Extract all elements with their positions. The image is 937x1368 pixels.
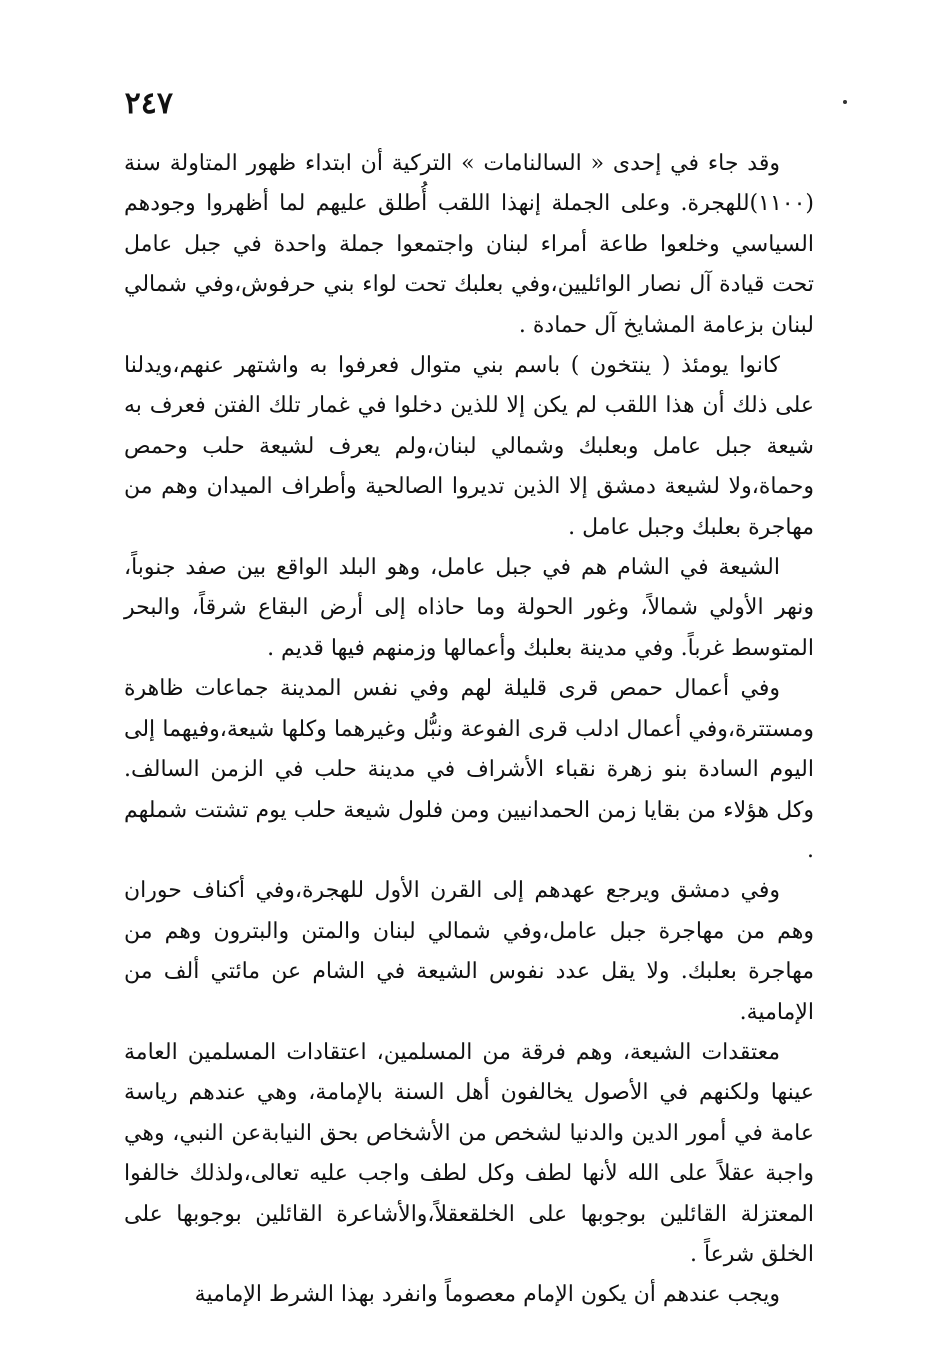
body-text xyxy=(124,144,814,1316)
paragraph-mutawala-origin: وقد جاء في إحدى « السالنامات » التركية أن ابتداء ظهور المتاولة سنة (١١٠٠)للهجرة. وعلى الجملة إنهذا اللقب أُطلق عليهم لما أظهروا وجودهم السياسي وخلعوا طاعة أمراء لبنان واجتمعوا جملة واحدة في جبل عامل تحت قيادة آل نصار الوائليين،وفي بعلبك تحت لواء بني حرفوش،وفي شمالي لبنان بزعامة المشايخ آل حمادة . xyxy=(124,151,814,338)
paragraph-shia-in-sham: الشيعة في الشام هم في جبل عامل، وهو البلد الواقع بين صفد جنوباً، ونهر الأولي شمالاً، وغور الحولة وما حاذاه إلى أرض البقاع شرقاً، والبحر المتوسط غرباً. وفي مدينة بعلبك وأعمالها وزمنهم فيها قديم . xyxy=(124,555,814,661)
paragraph-damascus: وفي دمشق ويرجع عهدهم إلى القرن الأول للهجرة،وفي أكناف حوران وهم من مهاجرة جبل عامل،وفي شمالي لبنان والمتن والبترون وهم من مهاجرة بعلبك. ولا يقل عدد نفوس الشيعة في الشام عن مائتي ألف من الإمامية. xyxy=(124,878,814,1025)
paragraph-beliefs: معتقدات الشيعة، وهم فرقة من المسلمين، اعتقادات المسلمين العامة عينها ولكنهم في الأصول يخالفون أهل السنة بالإمامة، وهي عندهم رياسة عامة في أمور الدين والدنيا لشخص من الأشخاص بحق النيابةعن النبي، وهي واجبة عقلاً على الله لأنها لطف وكل لطف واجب عليه تعالى،ولذلك خالفوا المعتزلة القائلين بوجوبها على الخلقعقلاً،والأشاعرة القائلين بوجوبها على الخلق شرعاً . xyxy=(124,1039,814,1267)
page-number: ٢٤٧ xyxy=(124,86,173,121)
margin-speck xyxy=(843,100,847,104)
paragraph-imam-infallibility: ويجب عندهم أن يكون الإمام معصوماً وانفرد بهذا الشرط الإمامية xyxy=(194,1282,780,1308)
paragraph-name-meaning: كانوا يومئذ ( ينتخون ) باسم بني متوال فعرفوا به واشتهر عنهم،ويدلنا على ذلك أن هذا اللقب لم يكن إلا للذين دخلوا في غمار تلك الفتن فعرف به شيعة جبل عامل وبعلبك وشمالي لبنان،ولم يعرف لشيعة حلب وحمص وحماة،ولا لشيعة دمشق إلا الذين تديروا الصالحية وأطراف الميدان وهم من مهاجرة بعلبك وجبل عامل . xyxy=(124,353,814,540)
paragraph-homs-aleppo: وفي أعمال حمص قرى قليلة لهم وفي نفس المدينة جماعات ظاهرة ومستترة،وفي أعمال ادلب قرى الفوعة ونبُّل وغيرهما وكلها شيعة،وفيهما إلى اليوم السادة بنو زهرة نقباء الأشراف في مدينة حلب في الزمن السالف. وكل هؤلاء من بقايا زمن الحمدانيين ومن فلول شيعة حلب يوم تشتت شملهم . xyxy=(124,676,814,863)
